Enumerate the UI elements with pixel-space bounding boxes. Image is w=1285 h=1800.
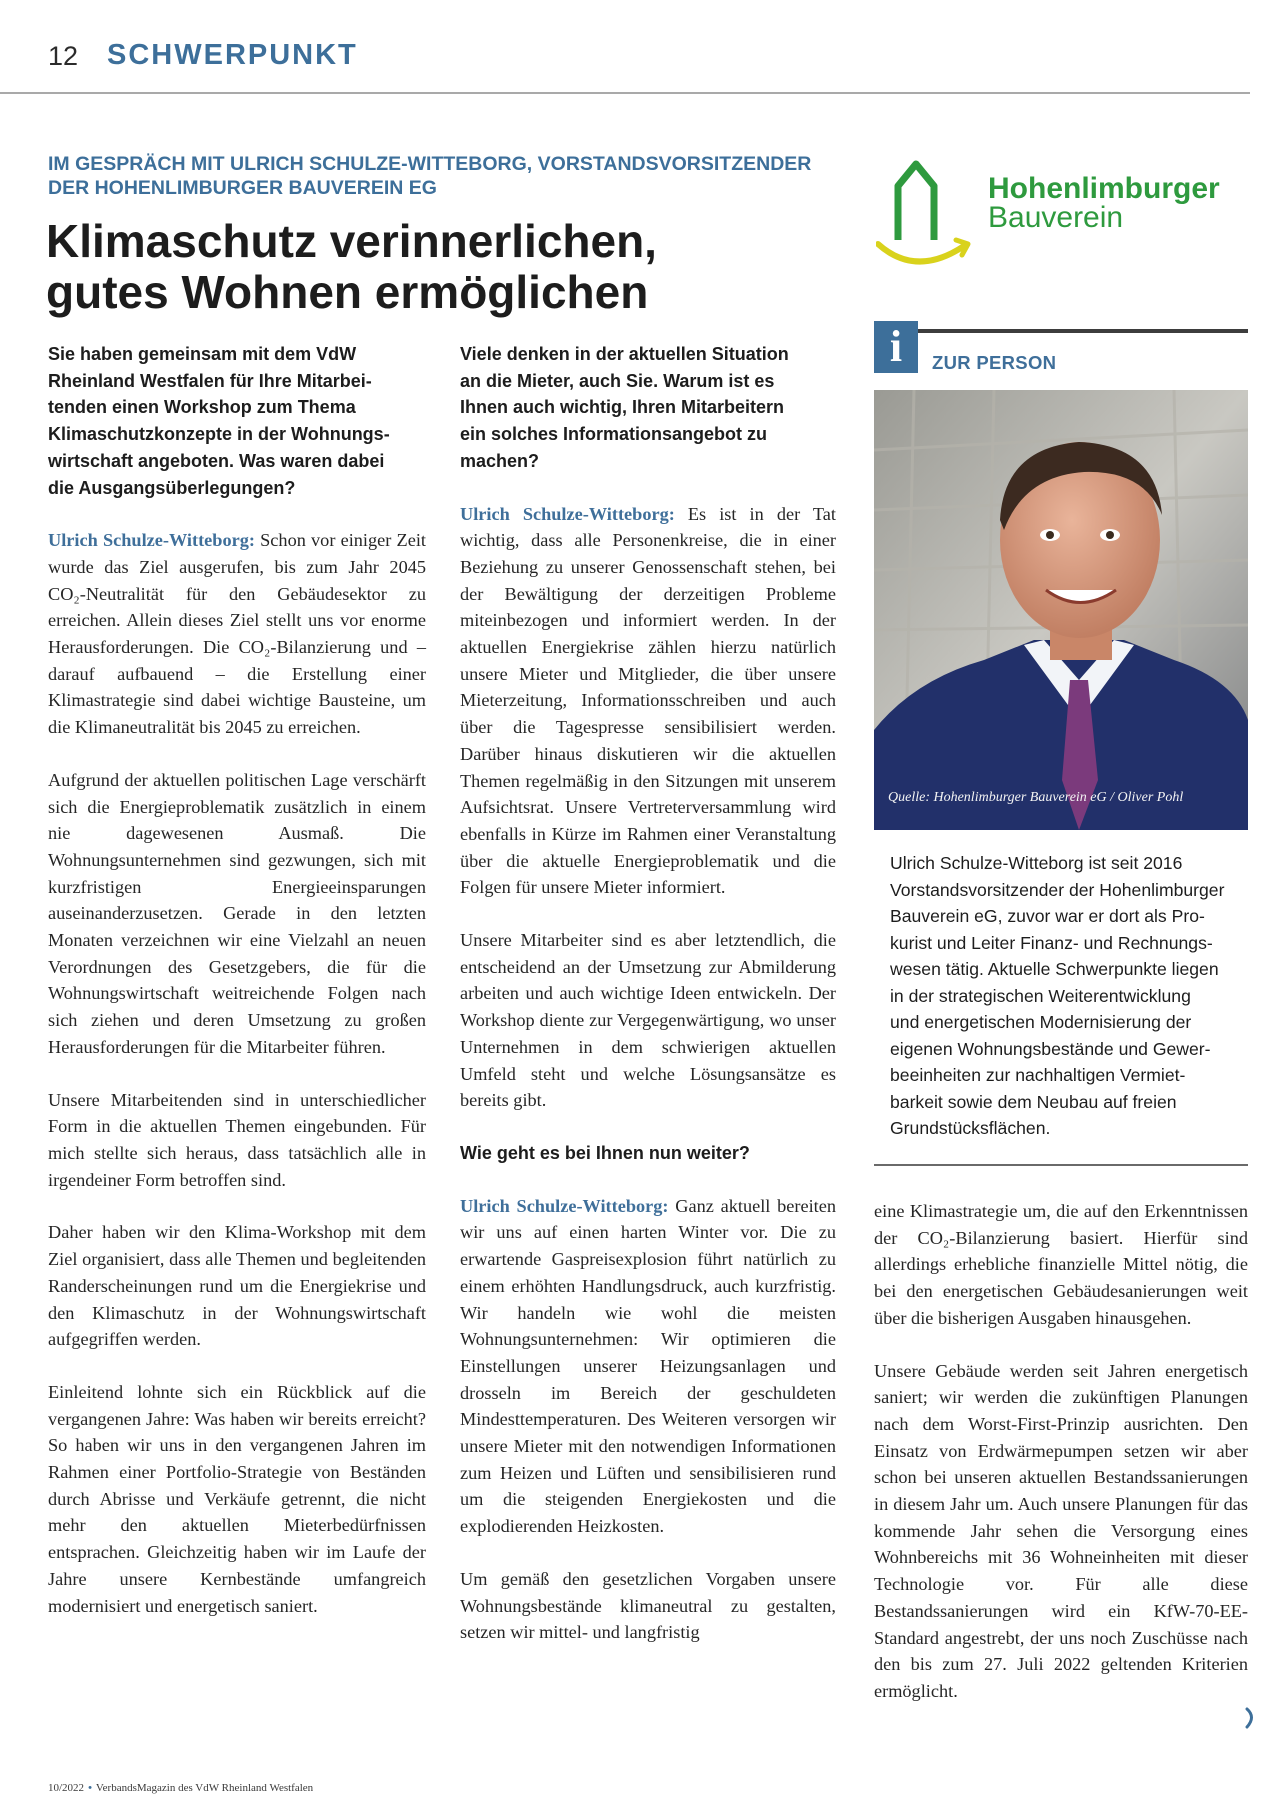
article-headline [46,216,826,318]
body-paragraph: Einleitend lohnte sich ein Rückblick auf die vergangenen Jahre: Was haben wir bereits erreicht? So haben wir uns in den vergangenen Jahren im Rahmen einer Portfolio-Strategie von Beständen durch Abrisse und Verkäufe getrennt, die nicht mehr den aktuellen Mieterbedürfnissen entsprachen. Gleichzeitig haben wir im Laufe der Jahre unsere Kernbestände umfangreich modernisiert und energetisch saniert. [48,1381,426,1616]
footer-issue: 10/2022 [48,1782,85,1794]
answer-text: Ganz aktuell bereiten wir uns auf einen harten Winter vor. Die zu erwartende Gaspreisexplosion führt natürlich zu einem erhöhten Handlungsdruck, auch kurzfristig. Wir handeln wie wohl die meisten Wohnungsunternehmen: Wir optimieren die Einstellungen unserer Heizungsanlagen und drosseln im Bereich der geschuldeten Mindesttemperaturen. Des Weiteren versorgen wir unsere Mieter mit den notwendigen Informationen zum Heizen und Lüften und sensibilisieren rund um die steigenden Energiekosten und die explodierenden Heizkosten. [460,1195,836,1537]
person-bio: Ulrich Schulze-Witteborg ist seit 2016 Vorstandsvorsitzender der Hohenlimburger Bauverein eG, zuvor war er dort als Pro- kurist und Leiter Finanz- und Rechnungs- wesen tätig. Aktuelle Schwerpunkte liegen in der strategischen Weiterentwicklung und energetischen Modernisierung der eigenen Wohnungsbestände und Gewer- beeinheiten zur nachhaltigen Vermiet- barkeit sowie dem Neubau auf freien Grundstücksflächen. [890,853,1225,1138]
logo-wordmark [988,174,1220,232]
article-column-3 [874,1198,1248,1705]
body-paragraph: Unsere Gebäude werden seit Jahren energetisch saniert; wir werden die zukünftigen Planungen nach dem Worst-First-Prinzip ausrichten. Den Einsatz von Erdwärmepumpen setzen wir aber schon bei unseren aktuellen Bestandssanierungen in diesem Jahr um. Auch unsere Planungen für das kommende Jahr sehen die Versorgung eines Wohnbereichs mit 36 Wohneinheiten mit dieser Technologie vor. Für alle diese Bestandssanierungen wird ein KfW-70-EE-Standard angestrebt, der uns noch Zuschüsse nach den bis zum 27. Juli 2022 geltenden Kriterien ermöglicht. [874,1360,1248,1701]
portrait-photo [874,390,1248,830]
section-title: SCHWERPUNKT [107,39,358,71]
logo-house-icon [876,160,1006,272]
interview-answer [460,1193,836,1540]
photo-credit: Quelle: Hohenlimburger Bauverein eG / Oliver Pohl [888,790,1184,805]
portrait-illustration [874,390,1248,830]
continue-arrow-icon [1244,1707,1258,1729]
speaker-name: Ulrich Schulze-Witteborg: [48,530,255,551]
infobox-top-rule [874,329,1248,333]
logo-line2: Bauverein [988,201,1124,234]
speaker-name: Ulrich Schulze-Witteborg: [460,1195,669,1216]
speaker-name: Ulrich Schulze-Witteborg: [460,503,675,524]
kicker-line: IM GESPRÄCH MIT ULRICH SCHULZE-WITTEBORG, VORSTANDSVORSITZENDER [48,153,812,175]
logo-line1: Hohenlimburger [988,172,1220,205]
body-paragraph: Daher haben wir den Klima-Workshop mit dem Ziel organisiert, dass alle Themen und begleitenden Randerscheinungen rund um die Energiekrise und den Klimaschutz in der Wohnungswirtschaft aufgegriffen werden. [48,1222,426,1350]
kicker-line: DER HOHENLIMBURGER BAUVEREIN EG [48,177,437,199]
info-icon: i [874,321,918,373]
interview-answer [48,527,426,741]
body-paragraph: Unsere Mitarbeiter sind es aber letztendlich, die entscheidend an der Umsetzung zur Abmilderung arbeiten und auch wichtige Ideen entwickeln. Der Workshop diente zur Vergegenwärtigung, wo unser Unternehmen in dem schwierigen aktuellen Umfeld steht und welche Lösungsansätze es bereits gibt. [460,930,836,1111]
footer-magazine: VerbandsMagazin des VdW Rheinland Westfalen [95,1782,314,1794]
article-column-1 [48,341,426,1619]
body-paragraph: Um gemäß den gesetzlichen Vorgaben unsere Wohnungsbestände klimaneutral zu gestalten, setzen wir mittel- und langfristig [460,1568,836,1643]
headline-line: Klimaschutz verinnerlichen, [46,215,657,267]
page-footer: 10/2022 • VerbandsMagazin des VdW Rheinland Westfalen [48,1782,314,1794]
headline-line: gutes Wohnen ermöglichen [46,266,649,318]
answer-text: Schon vor einiger Zeit wurde das Ziel ausgerufen, bis zum Jahr 2045 CO₂-Neutralität für den Gebäudesektor zu erreichen. Allein dieses Ziel stellt uns vor enorme Herausforderungen. Die CO₂-Bilanzierung und – darauf aufbauend – die Erstellung einer Klimastrategie sind dabei wichtige Bausteine, um die Klimaneutralität bis 2045 zu erreichen. [48,530,426,738]
article-column-2 [460,341,836,1646]
interview-question: Viele denken in der aktuellen Situation an die Mieter, auch Sie. Warum ist es Ihnen auch wichtig, Ihren Mitarbeitern ein solches Informationsangebot zu machen? [460,344,789,471]
header-divider [0,92,1250,94]
interview-question: Wie geht es bei Ihnen nun weiter? [460,1142,750,1163]
article-kicker [48,152,868,200]
interview-answer [460,501,836,902]
body-paragraph: Aufgrund der aktuellen politischen Lage verschärft sich die Energieproblematik zusätzlich in einem nie dagewesenen Ausmaß. Die Wohnungsunternehmen sind gezwungen, sich mit kurzfristigen Energieeinsparungen auseinanderzusetzen. Gerade in den letzten Monaten verzeichnen wir eine Vielzahl an neuen Verordnungen des Gesetzgebers, die für die Wohnungswirtschaft weitreichende Folgen nach sich ziehen und deren Umsetzung zu großen Herausforderungen für die Mitarbeiter führen. [48,769,426,1057]
infobox-bottom-rule [874,1164,1248,1166]
answer-text: Es ist in der Tat wichtig, dass alle Personenkreise, die in einer Beziehung zu unserer Genossenschaft stehen, bei der Bewältigung der derzeitigen Probleme miteinbezogen und informiert werden. In der aktuellen Energiekrise zählen hierzu natürlich unsere Mieter und Mitglieder, die über unsere Mieterzeitung, Informationsschreiben und auch über die Tagespresse sensibilisiert werden. Darüber hinaus diskutieren wir die aktuellen Themen regelmäßig in den Sitzungen mit unserem Aufsichtsrat. Unsere Vertreterversammlung wird ebenfalls in Kürze im Rahmen einer Veranstaltung über die aktuelle Energieproblematik und die Folgen für unsere Mieter informiert. [460,503,836,898]
body-paragraph: eine Klimastrategie um, die auf den Erkenntnissen der CO₂-Bilanzierung basiert. Hierfür sind allerdings erhebliche finanzielle Mittel nötig, die bei den energetischen Gebäudesanierungen weit über die bisherigen Ausgaben hinausgehen. [874,1201,1248,1328]
interview-question: Sie haben gemeinsam mit dem VdW Rheinland Westfalen für Ihre Mitarbei- tenden einen Workshop zum Thema Klimaschutzkonzepte in der Wohnungs- wirtschaft angeboten. Was waren dabei die Ausgangsüberlegungen? [48,344,390,498]
body-paragraph: Unsere Mitarbeitenden sind in unterschiedlicher Form in die aktuellen Themen eingebunden. Für mich stellte sich heraus, dass tatsächlich alle in irgendeiner Form betroffen sind. [48,1089,426,1190]
infobox-label: ZUR PERSON [932,352,1057,373]
page-number: 12 [48,41,79,71]
